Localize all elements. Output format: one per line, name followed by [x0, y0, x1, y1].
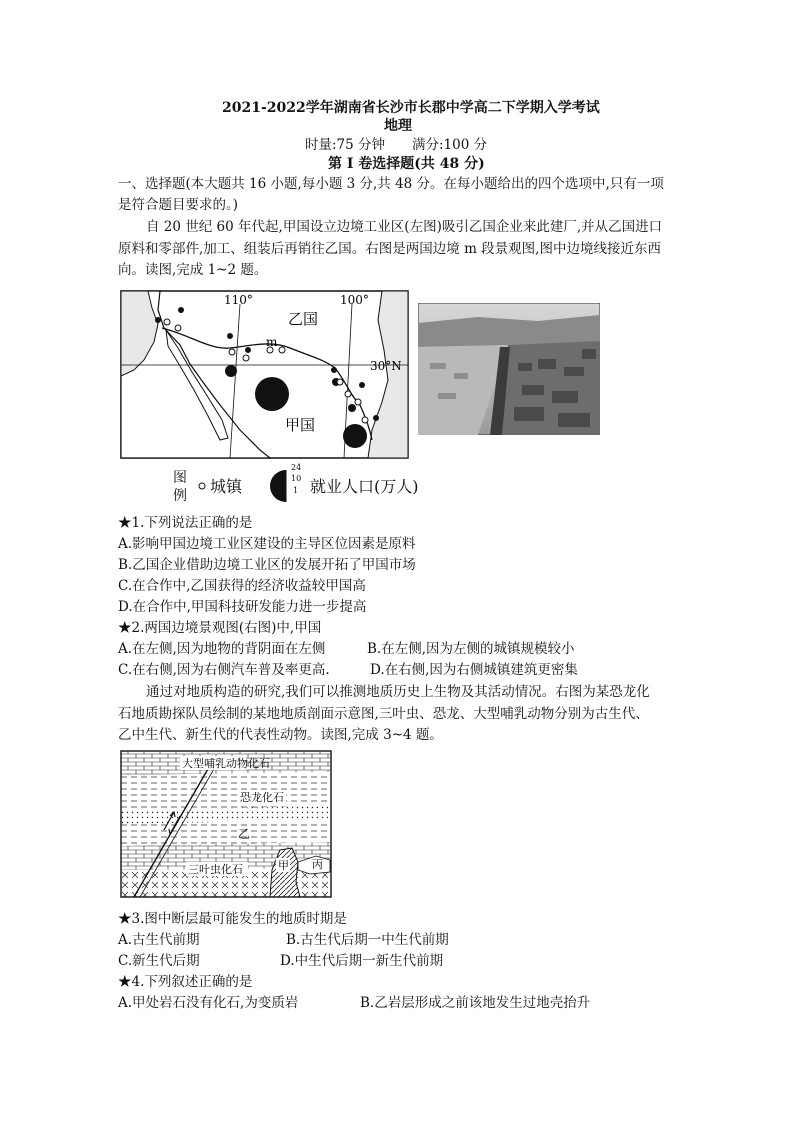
- label-110: 110°: [224, 293, 253, 307]
- instructions-line-2: 是符合题目要求的。): [118, 197, 239, 213]
- instructions-line-1: 一、选择题(本大题共 16 小题,每小题 3 分,共 48 分。在每小题给出的四个选项中,只有一项: [118, 176, 664, 192]
- legend-title-2: 例: [173, 488, 187, 504]
- passage1-line-1: 自 20 世纪 60 年代起,甲国设立边境工业区(左图)吸引乙国企业来此建厂,并从乙国进口: [146, 219, 663, 235]
- label-yi: 乙: [238, 827, 251, 841]
- employment-circle-small: [348, 404, 356, 412]
- passage1-line-2: 原料和零部件,加工、组装后再销往乙国。右图是两国边境 m 段景观图,图中边境线接近东西: [118, 241, 661, 257]
- q2-option-c: C.在右侧,因为右侧汽车普及率更高.: [118, 662, 330, 678]
- label-bing: 丙: [312, 858, 323, 871]
- town-marker: [345, 391, 351, 397]
- employment-dot: [331, 367, 337, 373]
- passage2-line-1: 通过对地质构造的研究,我们可以推测地质历史上生物及其活动情况。右图为某恐龙化: [146, 684, 650, 700]
- border-map: [120, 290, 410, 460]
- q1-stem: ★1.下列说法正确的是: [118, 515, 253, 531]
- employment-circle-small: [225, 365, 237, 377]
- label-jia: 甲: [278, 859, 289, 872]
- label-country-jia: 甲国: [285, 416, 316, 434]
- subject-title: 地理: [384, 118, 412, 134]
- q3-stem: ★3.图中断层最可能发生的地质时期是: [118, 911, 347, 927]
- q3-option-c: C.新生代后期: [118, 953, 200, 969]
- legend-title-1: 图: [173, 470, 187, 486]
- layer-yi: [121, 820, 331, 846]
- q1-option-c: C.在合作中,乙国获得的经济收益较甲国高: [118, 578, 366, 594]
- population-legend-icon: [266, 466, 306, 506]
- q4-option-b: B.乙岩层形成之前该地发生过地壳抬升: [360, 995, 591, 1011]
- town-marker: [229, 349, 235, 355]
- legend-pop-label: 就业人口(万人): [310, 477, 419, 496]
- employment-dot: [359, 382, 365, 388]
- label-mammal: 大型哺乳动物化石: [182, 757, 270, 770]
- town-legend-icon: [196, 480, 208, 492]
- town-marker: [355, 399, 361, 405]
- label-country-yi: 乙国: [288, 310, 319, 328]
- employment-circle-medium: [343, 424, 367, 448]
- town-marker: [175, 325, 181, 331]
- employment-dot: [227, 333, 233, 339]
- employment-dot: [178, 307, 184, 313]
- passage2-line-3: 乙中生代、新生代的代表性动物。读图,完成 3~4 题。: [118, 727, 443, 743]
- employment-dot: [373, 415, 379, 421]
- employment-dot: [155, 317, 161, 323]
- q3-option-a: A.古生代前期: [118, 932, 200, 948]
- exam-title: 2021-2022学年湖南省长沙市长郡中学高二下学期入学考试: [222, 100, 600, 116]
- exam-time: 时量:75 分钟: [305, 137, 386, 153]
- label-100: 100°: [340, 293, 369, 307]
- passage1-line-3: 向。读图,完成 1~2 题。: [118, 262, 268, 278]
- town-marker: [279, 347, 285, 353]
- q2-option-d: D.在右侧,因为右侧城镇建筑更密集: [370, 662, 578, 678]
- legend-val-1: 1: [293, 486, 299, 495]
- legend-val-24: 24: [291, 463, 302, 472]
- q1-option-b: B.乙国企业借助边境工业区的发展开拓了甲国市场: [118, 557, 416, 573]
- passage2-line-2: 石地质勘探队员绘制的某地地质剖面示意图,三叶虫、恐龙、大型哺乳动物分别为古生代、: [118, 706, 649, 722]
- town-marker: [362, 417, 368, 423]
- employment-dot: [245, 347, 251, 353]
- employment-circle-large: [255, 377, 289, 411]
- town-marker: [164, 319, 170, 325]
- q2-stem: ★2.两国边境景观图(右图)中,甲国: [118, 620, 322, 636]
- exam-score: 满分:100 分: [412, 137, 488, 153]
- q4-option-a: A.甲处岩石没有化石,为变质岩: [118, 995, 299, 1011]
- section-title: 第 I 卷选择题(共 48 分): [328, 156, 485, 172]
- geologic-section: [120, 750, 332, 898]
- q4-stem: ★4.下列叙述正确的是: [118, 974, 253, 990]
- q3-option-d: D.中生代后期一新生代前期: [280, 953, 444, 969]
- q3-option-b: B.古生代后期一中生代前期: [286, 932, 449, 948]
- q2-option-a: A.在左侧,因为地物的背阴面在左侧: [118, 641, 326, 657]
- layer-dino: [121, 772, 331, 810]
- label-30n: 30°N: [370, 359, 402, 373]
- q1-option-a: A.影响甲国边境工业区建设的主导区位因素是原料: [118, 536, 416, 552]
- q2-option-b: B.在左侧,因为左侧的城镇规模较小: [367, 641, 575, 657]
- label-segment-m: m: [266, 335, 278, 349]
- town-marker: [337, 379, 343, 385]
- legend-town-label: 城镇: [210, 477, 243, 496]
- label-dino: 恐龙化石: [240, 791, 284, 804]
- border-photo: [418, 303, 600, 435]
- q1-option-d: D.在合作中,甲国科技研发能力进一步提高: [118, 599, 367, 615]
- label-trilobite: 三叶虫化石: [188, 863, 243, 876]
- legend-val-10: 10: [291, 474, 302, 483]
- town-marker: [243, 355, 249, 361]
